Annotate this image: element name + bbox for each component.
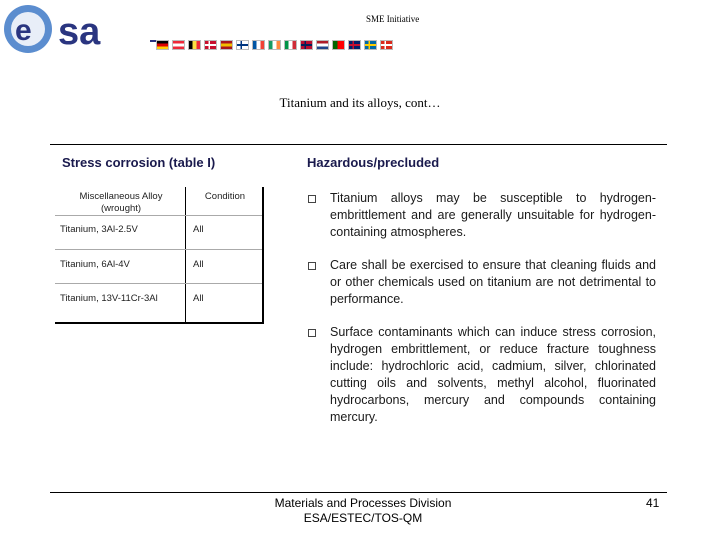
- flag-finland-icon: [236, 40, 249, 50]
- bottom-divider: [50, 492, 667, 493]
- table-row-divider: [55, 249, 262, 250]
- bullet-square-icon: [308, 195, 316, 203]
- member-flags-row: [156, 40, 393, 50]
- bullet-square-icon: [308, 329, 316, 337]
- flag-france-icon: [252, 40, 265, 50]
- table-row-divider: [55, 283, 262, 284]
- alloy-table: [55, 187, 264, 324]
- table-header-alloy: Miscellaneous Alloy (wrought): [79, 191, 163, 214]
- footer: [220, 496, 506, 526]
- flag-austria-icon: [172, 40, 185, 50]
- flag-netherlands-icon: [316, 40, 329, 50]
- flag-norway-icon: [300, 40, 313, 50]
- hazardous-heading: Hazardous/precluded: [307, 155, 440, 170]
- flag-denmark-icon: [204, 40, 217, 50]
- flag-italy-icon: [284, 40, 297, 50]
- flag-spain-icon: [220, 40, 233, 50]
- slide-title: Titanium and its alloys, cont…: [279, 95, 441, 110]
- top-divider: [50, 144, 667, 145]
- esa-logo: [0, 0, 160, 63]
- initiative-label: SME Initiative: [366, 14, 420, 24]
- table-column-divider: [185, 187, 186, 322]
- flag-sweden-icon: [364, 40, 377, 50]
- hazard-bullet: Care shall be exercised to ensure that cleaning fluids and or other chemicals used on titanium are not detrimental to performance.: [330, 258, 656, 306]
- table-cell-alloy: Titanium, 6Al-4V: [60, 259, 130, 270]
- table-header-condition: Condition: [204, 191, 246, 202]
- table-cell-condition: All: [193, 293, 204, 304]
- svg-text:e: e: [15, 14, 32, 47]
- table-cell-condition: All: [193, 224, 204, 235]
- table-cell-alloy: Titanium, 3Al-2.5V: [60, 224, 138, 235]
- flag-ireland-icon: [268, 40, 281, 50]
- page-number: 41: [646, 496, 660, 510]
- flag-switzerland-icon: [380, 40, 393, 50]
- table-row-divider: [55, 215, 262, 216]
- table-cell-alloy: Titanium, 13V-11Cr-3Al: [60, 293, 158, 304]
- footer-department: ESA/ESTEC/TOS-QM: [303, 511, 423, 525]
- footer-division: Materials and Processes Division: [274, 496, 452, 510]
- flag-portugal-icon: [332, 40, 345, 50]
- flag-germany-icon: [156, 40, 169, 50]
- bullet-square-icon: [308, 262, 316, 270]
- table-cell-condition: All: [193, 259, 204, 270]
- svg-text:sa: sa: [58, 11, 101, 53]
- flag-united-kingdom-icon: [348, 40, 361, 50]
- flag-belgium-icon: [188, 40, 201, 50]
- stress-corrosion-heading: Stress corrosion (table I): [62, 155, 216, 170]
- hazard-bullet: Surface contaminants which can induce stress corrosion, hydrogen embrittlement, or reduce fracture toughness include: hydrochloric acid, cadmium, silver, chlorinated cutting oils and solvents, methyl alcohol, fluorinated hydrocarbons, mercury and compounds containing mercury.: [330, 325, 656, 424]
- hazard-bullet: Titanium alloys may be susceptible to hydrogen-embrittlement and are generally unsuitable for hydrogen-containing atmospheres.: [330, 191, 656, 239]
